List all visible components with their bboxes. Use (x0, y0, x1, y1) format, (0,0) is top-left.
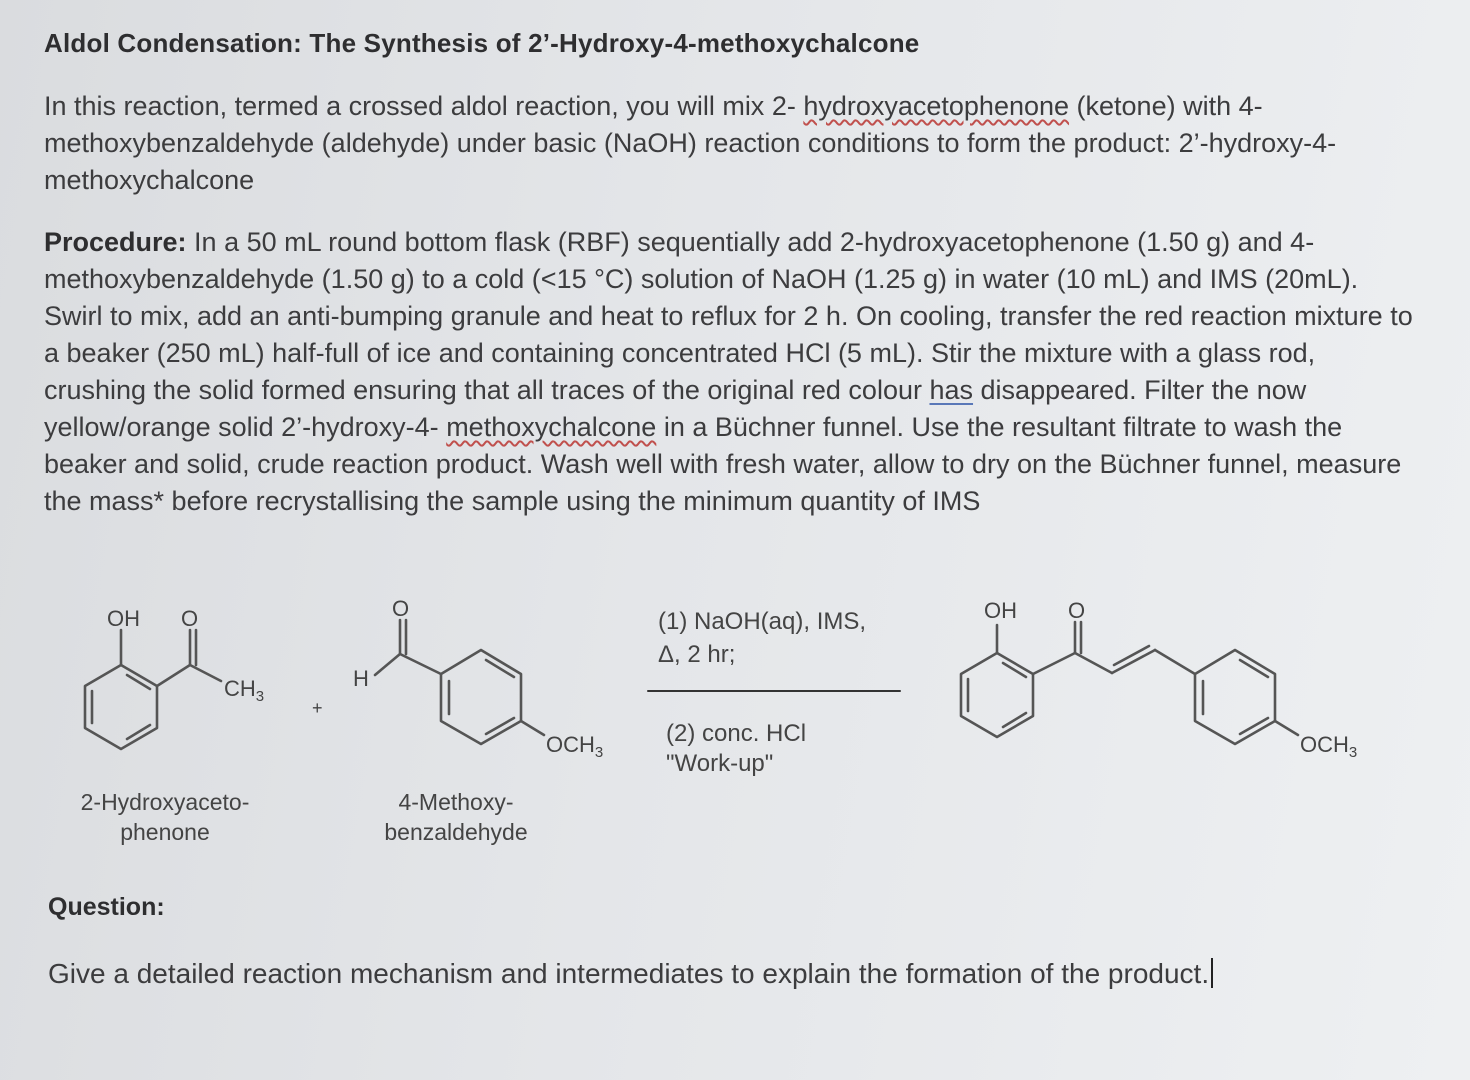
condition-step1-line1: (1) NaOH(aq), IMS, (658, 608, 867, 635)
product-oh-label: OH (984, 598, 1017, 623)
grammar-flag-has[interactable]: has (929, 375, 974, 405)
procedure-text-1: In a 50 mL round bottom flask (RBF) sequentially add 2-hydroxyacetophenone (1.50 g) and 4-methoxybenzaldehyde (1.50 g) to a cold (<15 °C) solution of NaOH (1.25 g) in water (10 mL) and IMS (20mL). Swirl to mix, add an anti-bumping granule and heat to reflux for 2 h. On cooling, transfer the red reaction mixture to a beaker (250 mL) half-full of ice and containing concentrated HCl (5 mL). Stir the mixture with a glass rod, crushing the solid formed ensuring that all traces of the original red colour (44, 227, 1413, 405)
reaction-scheme (0, 580, 1470, 860)
condition-step2-line1: (2) conc. HCl (666, 720, 807, 747)
product-o-label: O (1068, 598, 1086, 623)
procedure-text-2: disappeared. Filter the now yellow/orange solid 2’-hydroxy-4- (44, 375, 1307, 442)
procedure-label: Procedure: (44, 227, 187, 257)
aldehyde-structure (375, 620, 544, 744)
question-text-area[interactable] (48, 953, 1348, 994)
spelling-flag-methoxychalcone[interactable]: methoxychalcone (446, 412, 657, 442)
aldehyde-och3-label: $OCH_3$ (546, 732, 604, 761)
plus-sign: + (312, 698, 323, 718)
product-och3-label: $OCH_3$ (1300, 732, 1358, 761)
spelling-flag-hydroxyacetophenone[interactable]: hydroxyacetophenone (803, 91, 1070, 121)
intro-paragraph[interactable] (44, 88, 1424, 199)
intro-text-2: (ketone) with 4-methoxybenzaldehyde (aldehyde) under basic (NaOH) reaction conditions to form the product: 2’-hydroxy-4-methoxychalcone (44, 91, 1337, 195)
text-cursor (1211, 958, 1213, 988)
product-structure (961, 622, 1298, 744)
ketone-name-line1: 2-Hydroxyaceto- (80, 789, 250, 815)
aldehyde-h-label: H (353, 666, 369, 691)
question-label: Question: (48, 893, 165, 921)
ketone-ch3-label: $CH_3$ (224, 676, 265, 705)
ketone-name-line2: phenone (120, 819, 210, 845)
procedure-text-3: in a Büchner funnel. Use the resultant filtrate to wash the beaker and solid, crude reaction product. Wash well with fresh water, allow to dry on the Büchner funnel, measure the mass* before recrystallising the sample using the minimum quantity of IMS (44, 412, 1402, 516)
ketone-structure (85, 630, 221, 749)
question-text: Give a detailed reaction mechanism and intermediates to explain the formation of the product. (48, 958, 1210, 989)
intro-text-1: In this reaction, termed a crossed aldol reaction, you will mix 2- (44, 91, 804, 121)
condition-step2-line2: "Work-up" (666, 750, 774, 777)
page-title: Aldol Condensation: The Synthesis of 2’-Hydroxy-4-methoxychalcone (44, 28, 920, 58)
aldehyde-name-line1: 4-Methoxy- (398, 789, 514, 815)
aldehyde-o-label: O (392, 596, 410, 621)
ketone-o-label: O (181, 606, 199, 631)
condition-step1-line2: Δ, 2 hr; (658, 641, 736, 668)
procedure-paragraph[interactable] (44, 224, 1424, 520)
ketone-oh-label: OH (107, 606, 140, 631)
aldehyde-name-line2: benzaldehyde (384, 819, 528, 845)
